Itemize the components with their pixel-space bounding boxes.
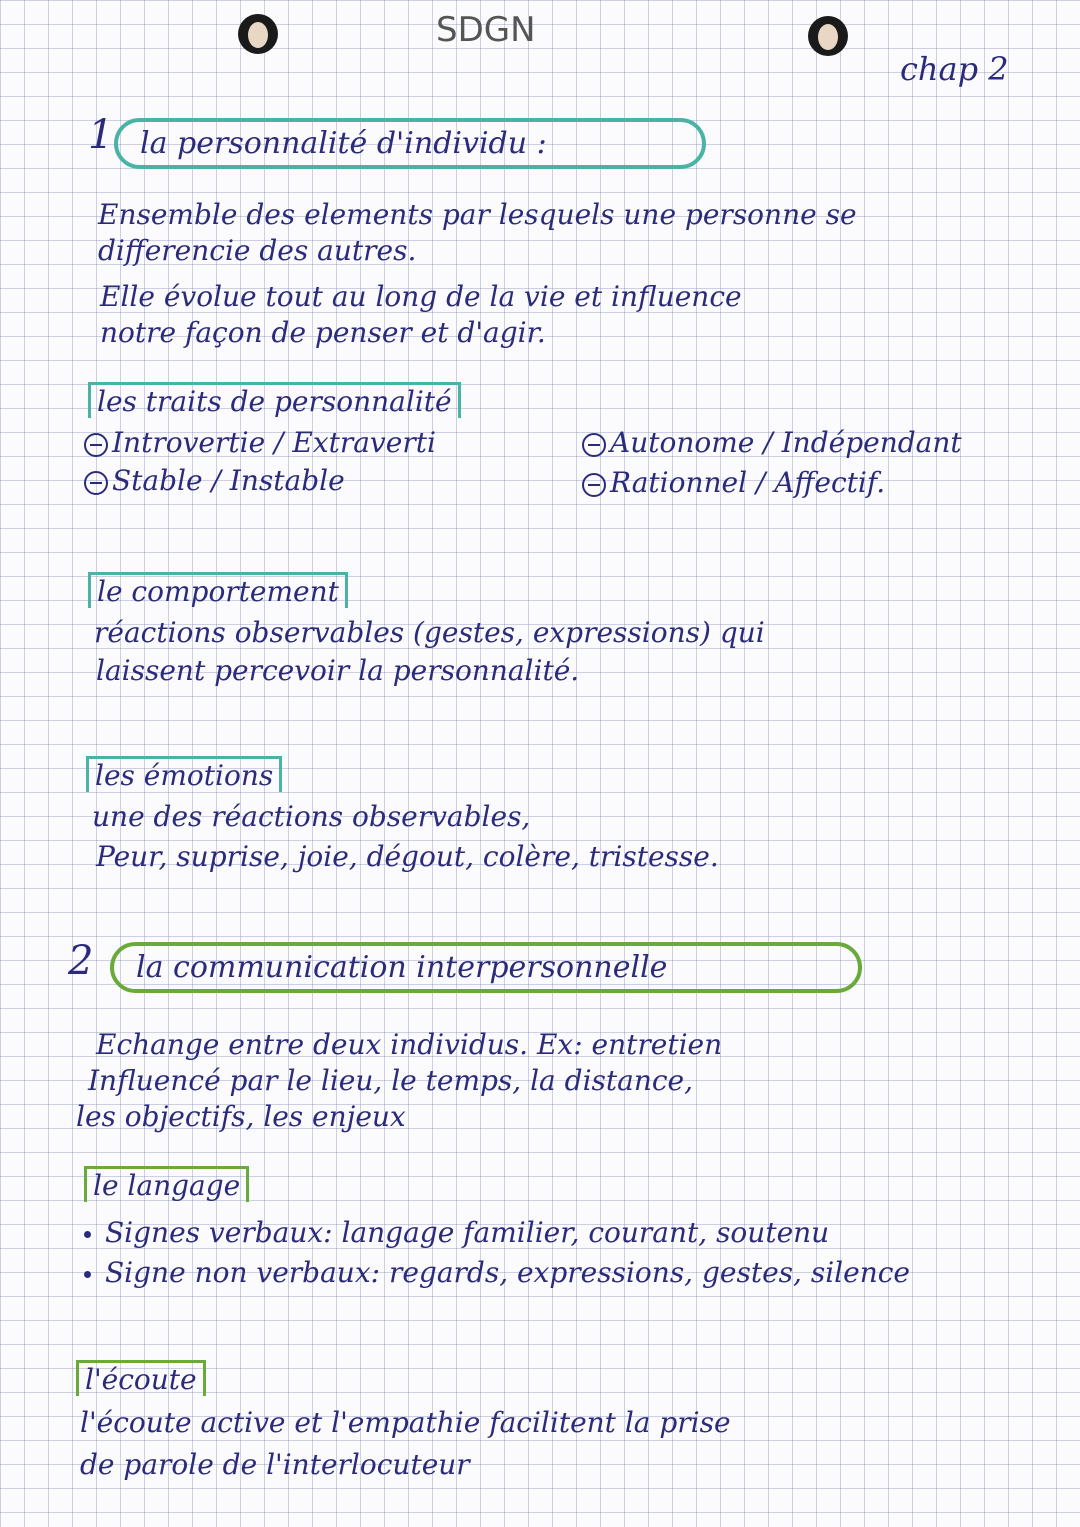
section-1-number: 1 <box>88 112 114 158</box>
trait-right: Rationnel / Affectif. <box>610 466 886 499</box>
trait-row <box>582 428 962 458</box>
listening-line: l'écoute active et l'empathie facilitent la prise <box>80 1406 731 1439</box>
language-item <box>84 1218 829 1248</box>
trait-row <box>84 428 436 458</box>
language-heading: le langage <box>84 1166 249 1202</box>
minus-icon <box>84 471 108 495</box>
definition-line: notre façon de penser et d'agir. <box>100 316 546 349</box>
trait-left: Stable / Instable <box>112 464 345 497</box>
language-item-text: Signes verbaux: langage familier, courant, soutenu <box>105 1216 830 1249</box>
communication-line: les objectifs, les enjeux <box>76 1100 406 1133</box>
communication-line: Influencé par le lieu, le temps, la distance, <box>88 1064 694 1097</box>
behaviour-heading: le comportement <box>88 572 348 608</box>
trait-left: Introvertie / Extraverti <box>112 426 436 459</box>
language-item <box>84 1258 910 1288</box>
definition-line: Elle évolue tout au long de la vie et influence <box>100 280 742 313</box>
punch-hole-right <box>808 16 848 56</box>
behaviour-line: réactions observables (gestes, expressions) qui <box>94 616 765 649</box>
emotions-heading: les émotions <box>86 756 282 792</box>
behaviour-line: laissent percevoir la personnalité. <box>96 654 580 687</box>
definition-line: Ensemble des elements par lesquels une personne se <box>98 198 857 231</box>
minus-icon <box>84 433 108 457</box>
section-2-title: la communication interpersonnelle <box>110 942 862 993</box>
section-1-title: la personnalité d'individu : <box>114 118 706 169</box>
emotions-line: Peur, suprise, joie, dégout, colère, tristesse. <box>96 840 719 873</box>
listening-heading: l'écoute <box>76 1360 206 1396</box>
traits-heading: les traits de personnalité <box>88 382 461 418</box>
communication-line: Echange entre deux individus. Ex: entretien <box>96 1028 723 1061</box>
chapter-label: chap 2 <box>900 50 1009 88</box>
listening-line: de parole de l'interlocuteur <box>80 1448 470 1481</box>
emotions-line: une des réactions observables, <box>92 800 531 833</box>
section-2-number: 2 <box>68 938 94 984</box>
punch-hole-left <box>238 14 278 54</box>
bullet-icon <box>84 1231 91 1238</box>
minus-icon <box>582 433 606 457</box>
minus-icon <box>582 473 606 497</box>
language-item-text: Signe non verbaux: regards, expressions, gestes, silence <box>105 1256 910 1289</box>
page-title: SDGN <box>436 10 536 50</box>
trait-right: Autonome / Indépendant <box>610 426 962 459</box>
trait-row <box>84 466 345 496</box>
bullet-icon <box>84 1271 91 1278</box>
trait-row <box>582 468 885 498</box>
definition-line: differencie des autres. <box>98 234 417 267</box>
